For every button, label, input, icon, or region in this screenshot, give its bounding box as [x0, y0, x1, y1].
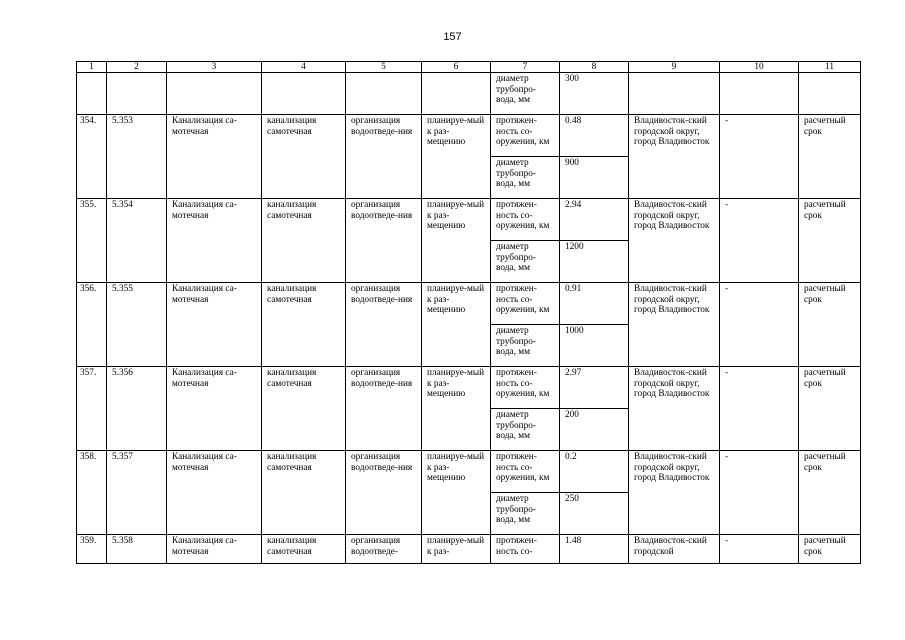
cell-name: Канализация са-мотечная [167, 367, 262, 451]
cell-empty [77, 73, 107, 115]
cell-location: Владивосток-ский городской округ, город Владивосток [629, 367, 720, 451]
table-row [77, 451, 861, 493]
cell-row-number: 358. [77, 451, 107, 535]
cell-value: 2.97 [560, 367, 629, 409]
cell-param: протяжен-ность со-оружения, км [491, 451, 560, 493]
cell-code: 5.354 [107, 199, 167, 283]
cell-value: 200 [560, 409, 629, 451]
cell-name: Канализация са-мотечная [167, 199, 262, 283]
cell-status: планируе-мый к раз-мещению [422, 283, 491, 367]
column-number-row [77, 62, 861, 73]
cell-purpose: организация водоотведе-ния [346, 283, 422, 367]
cell-param: протяжен-ность со-оружения, км [491, 199, 560, 241]
column-number: 9 [629, 62, 720, 73]
table-row [77, 535, 861, 564]
continuation-row [77, 73, 861, 115]
cell-type: канализация самотечная [262, 283, 346, 367]
cell-status: планируе-мый к раз-мещению [422, 199, 491, 283]
page-number: 157 [443, 31, 462, 43]
cell-name: Канализация са-мотечная [167, 535, 262, 564]
cell-param: диаметр трубопро-вода, мм [491, 73, 560, 115]
column-number: 2 [107, 62, 167, 73]
cell-purpose: организация водоотведе-ния [346, 199, 422, 283]
column-number: 10 [720, 62, 799, 73]
cell-term: расчетный срок [799, 283, 861, 367]
cell-empty [799, 73, 861, 115]
cell-param: протяжен-ность со- [491, 535, 560, 564]
cell-param: диаметр трубопро-вода, мм [491, 241, 560, 283]
cell-value: 1.48 [560, 535, 629, 564]
cell-row-number: 356. [77, 283, 107, 367]
cell-status: планируе-мый к раз-мещению [422, 115, 491, 199]
cell-status: планируе-мый к раз- [422, 535, 491, 564]
cell-location: Владивосток-ский городской округ, город Владивосток [629, 451, 720, 535]
column-number: 4 [262, 62, 346, 73]
cell-value: 2.94 [560, 199, 629, 241]
cell-value: 0.91 [560, 283, 629, 325]
cell-value: 1000 [560, 325, 629, 367]
cell-code: 5.356 [107, 367, 167, 451]
cell-empty [629, 73, 720, 115]
cell-purpose: организация водоотведе-ния [346, 451, 422, 535]
cell-value: 900 [560, 157, 629, 199]
cell-location: Владивосток-ский городской округ, город Владивосток [629, 199, 720, 283]
cell-term: расчетный срок [799, 115, 861, 199]
cell-term: расчетный срок [799, 367, 861, 451]
cell-value: 250 [560, 493, 629, 535]
cell-empty [167, 73, 262, 115]
cell-purpose: организация водоотведе- [346, 535, 422, 564]
cell-term: расчетный срок [799, 451, 861, 535]
cell-empty [346, 73, 422, 115]
cell-row-number: 357. [77, 367, 107, 451]
cell-zone: - [720, 283, 799, 367]
cell-status: планируе-мый к раз-мещению [422, 451, 491, 535]
cell-type: канализация самотечная [262, 115, 346, 199]
cell-status: планируе-мый к раз-мещению [422, 367, 491, 451]
cell-param: протяжен-ность со-оружения, км [491, 283, 560, 325]
table-row [77, 115, 861, 157]
cell-empty [262, 73, 346, 115]
cell-term: расчетный срок [799, 199, 861, 283]
cell-param: диаметр трубопро-вода, мм [491, 157, 560, 199]
cell-param: протяжен-ность со-оружения, км [491, 367, 560, 409]
column-number: 1 [77, 62, 107, 73]
cell-empty [720, 73, 799, 115]
table-row [77, 367, 861, 409]
cell-param: протяжен-ность со-оружения, км [491, 115, 560, 157]
cell-zone: - [720, 535, 799, 564]
cell-param: диаметр трубопро-вода, мм [491, 325, 560, 367]
cell-code: 5.353 [107, 115, 167, 199]
cell-row-number: 355. [77, 199, 107, 283]
cell-name: Канализация са-мотечная [167, 283, 262, 367]
column-number: 6 [422, 62, 491, 73]
cell-value: 1200 [560, 241, 629, 283]
cell-param: диаметр трубопро-вода, мм [491, 409, 560, 451]
cell-zone: - [720, 115, 799, 199]
cell-term: расчетный срок [799, 535, 861, 564]
cell-type: канализация самотечная [262, 451, 346, 535]
cell-code: 5.355 [107, 283, 167, 367]
table-row [77, 199, 861, 241]
cell-row-number: 359. [77, 535, 107, 564]
cell-type: канализация самотечная [262, 367, 346, 451]
cell-location: Владивосток-ский городской [629, 535, 720, 564]
column-number: 5 [346, 62, 422, 73]
cell-row-number: 354. [77, 115, 107, 199]
cell-param: диаметр трубопро-вода, мм [491, 493, 560, 535]
cell-value: 0.2 [560, 451, 629, 493]
column-number: 11 [799, 62, 861, 73]
cell-zone: - [720, 451, 799, 535]
table-row [77, 283, 861, 325]
cell-location: Владивосток-ский городской округ, город Владивосток [629, 283, 720, 367]
cell-value: 0.48 [560, 115, 629, 157]
cell-value: 300 [560, 73, 629, 115]
cell-type: канализация самотечная [262, 199, 346, 283]
cell-code: 5.357 [107, 451, 167, 535]
cell-purpose: организация водоотведе-ния [346, 367, 422, 451]
cell-zone: - [720, 199, 799, 283]
column-number: 8 [560, 62, 629, 73]
cell-location: Владивосток-ский городской округ, город Владивосток [629, 115, 720, 199]
cell-type: канализация самотечная [262, 535, 346, 564]
cell-purpose: организация водоотведе-ния [346, 115, 422, 199]
cell-empty [422, 73, 491, 115]
cell-code: 5.358 [107, 535, 167, 564]
cell-name: Канализация са-мотечная [167, 115, 262, 199]
objects-table [76, 61, 861, 564]
column-number: 7 [491, 62, 560, 73]
cell-zone: - [720, 367, 799, 451]
cell-empty [107, 73, 167, 115]
column-number: 3 [167, 62, 262, 73]
cell-name: Канализация са-мотечная [167, 451, 262, 535]
